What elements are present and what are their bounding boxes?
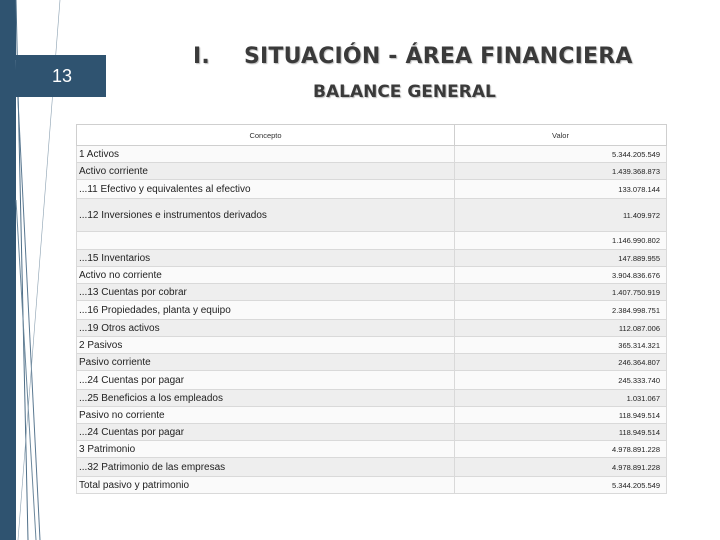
column-header-concepto: Concepto [77, 125, 455, 146]
table-row [77, 301, 667, 320]
row-valor: 5.344.205.549 [455, 477, 667, 494]
row-concepto: ...32 Patrimonio de las empresas [77, 458, 455, 477]
table-row [77, 354, 667, 371]
table-row [77, 441, 667, 458]
table-row [77, 180, 667, 199]
row-valor: 118.949.514 [455, 424, 667, 441]
table-row [77, 284, 667, 301]
title-text: SITUACIÓN - ÁREA FINANCIERA [243, 44, 633, 69]
table-row [77, 424, 667, 441]
row-valor: 133.078.144 [455, 180, 667, 199]
table-row [77, 199, 667, 232]
slide-number: 13 [52, 66, 73, 86]
table-row [77, 390, 667, 407]
table-row [77, 337, 667, 354]
row-valor: 147.889.955 [455, 250, 667, 267]
table-row [77, 477, 667, 494]
row-concepto: ...16 Propiedades, planta y equipo [77, 301, 455, 320]
row-valor: 1.031.067 [455, 390, 667, 407]
row-concepto: ...25 Beneficios a los empleados [77, 390, 455, 407]
row-valor: 118.949.514 [455, 407, 667, 424]
row-concepto: 3 Patrimonio [77, 441, 455, 458]
row-concepto: Pasivo corriente [77, 354, 455, 371]
row-valor: 5.344.205.549 [455, 146, 667, 163]
row-concepto: Activo corriente [77, 163, 455, 180]
row-concepto: Activo no corriente [77, 267, 455, 284]
table-body [77, 146, 667, 494]
row-concepto: ...12 Inversiones e instrumentos derivados [77, 199, 455, 232]
row-valor: 1.439.368.873 [455, 163, 667, 180]
row-concepto: 2 Pasivos [77, 337, 455, 354]
table-row [77, 146, 667, 163]
row-concepto: ...13 Cuentas por cobrar [77, 284, 455, 301]
row-valor: 4.978.891.228 [455, 458, 667, 477]
balance-table [76, 124, 667, 494]
table-row [77, 458, 667, 477]
table-header-row [77, 125, 667, 146]
row-concepto: ...24 Cuentas por pagar [77, 424, 455, 441]
column-header-valor: Valor [455, 125, 667, 146]
table-row [77, 232, 667, 250]
row-valor: 11.409.972 [455, 199, 667, 232]
row-valor: 4.978.891.228 [455, 441, 667, 458]
row-concepto: Total pasivo y patrimonio [77, 477, 455, 494]
table-row [77, 163, 667, 180]
page-subtitle: BALANCE GENERAL [313, 82, 496, 102]
table-row [77, 267, 667, 284]
row-concepto: ...24 Cuentas por pagar [77, 371, 455, 390]
row-valor: 245.333.740 [455, 371, 667, 390]
table-row [77, 407, 667, 424]
table-row [77, 371, 667, 390]
row-valor: 246.364.807 [455, 354, 667, 371]
table-row [77, 320, 667, 337]
title-numeral: I. [193, 44, 210, 69]
row-valor: 112.087.006 [455, 320, 667, 337]
row-valor: 365.314.321 [455, 337, 667, 354]
row-valor: 2.384.998.751 [455, 301, 667, 320]
row-concepto [77, 232, 455, 250]
row-concepto: 1 Activos [77, 146, 455, 163]
row-concepto: Pasivo no corriente [77, 407, 455, 424]
page-title [193, 44, 633, 69]
row-valor: 1.407.750.919 [455, 284, 667, 301]
row-concepto: ...19 Otros activos [77, 320, 455, 337]
table-row [77, 250, 667, 267]
row-valor: 3.904.836.676 [455, 267, 667, 284]
row-valor: 1.146.990.802 [455, 232, 667, 250]
row-concepto: ...15 Inventarios [77, 250, 455, 267]
row-concepto: ...11 Efectivo y equivalentes al efectivo [77, 180, 455, 199]
